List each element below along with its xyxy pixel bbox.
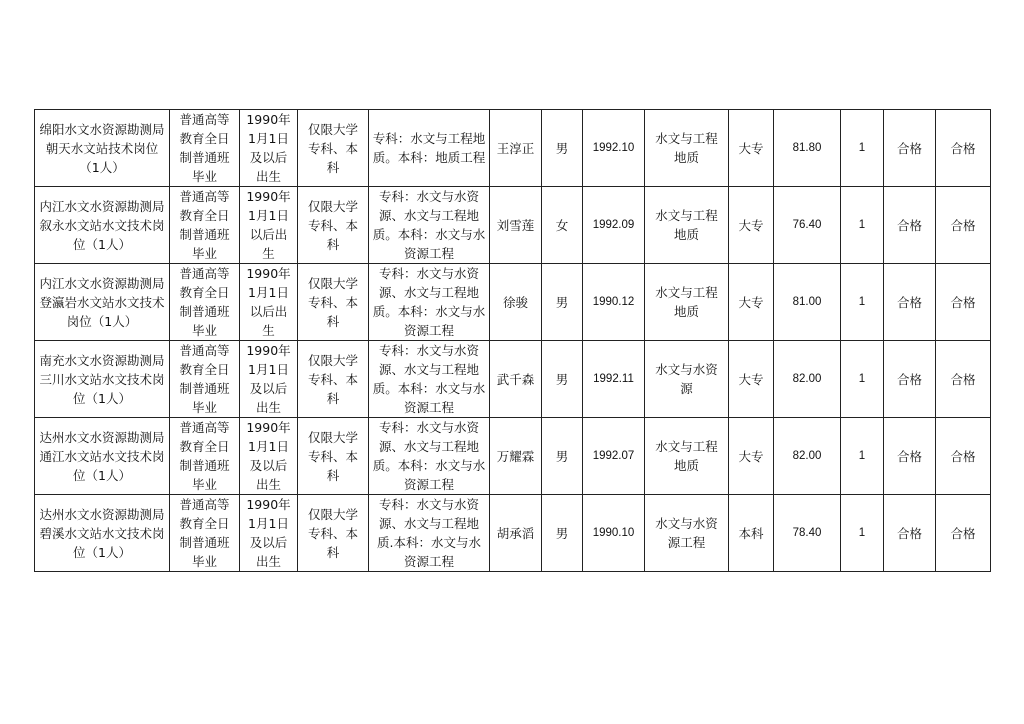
table-row <box>35 110 991 187</box>
education-form-cell: 普通高等教育全日制普通班毕业 <box>170 418 240 495</box>
position-cell: 绵阳水文水资源勘测局朝天水文站技术岗位（1人） <box>35 110 170 187</box>
education-cell: 大专 <box>729 264 774 341</box>
education-form-cell: 普通高等教育全日制普通班毕业 <box>170 341 240 418</box>
education-form-cell: 普通高等教育全日制普通班毕业 <box>170 264 240 341</box>
name-cell: 王淳正 <box>490 110 542 187</box>
score-cell: 82.00 <box>774 341 841 418</box>
gender-cell: 男 <box>542 418 583 495</box>
birth-date-cell: 1990.12 <box>583 264 645 341</box>
birth-date-cell: 1990.10 <box>583 495 645 572</box>
physical-exam-cell: 合格 <box>884 418 936 495</box>
major-cell: 水文与水资源 <box>645 341 729 418</box>
education-cell: 大专 <box>729 341 774 418</box>
major-requirement-cell: 专科：水文与水资源、水文与工程地质。本科：水文与水资源工程 <box>369 418 490 495</box>
birth-date-cell: 1992.11 <box>583 341 645 418</box>
major-cell: 水文与工程地质 <box>645 264 729 341</box>
rank-cell: 1 <box>841 187 884 264</box>
education-cell: 大专 <box>729 187 774 264</box>
major-requirement-cell: 专科：水文与工程地质。本科：地质工程 <box>369 110 490 187</box>
position-cell: 南充水文水资源勘测局三川水文站水文技术岗位（1人） <box>35 341 170 418</box>
birth-date-cell: 1992.07 <box>583 418 645 495</box>
name-cell: 胡承滔 <box>490 495 542 572</box>
score-cell: 81.80 <box>774 110 841 187</box>
gender-cell: 男 <box>542 495 583 572</box>
gender-cell: 女 <box>542 187 583 264</box>
birth-requirement-cell: 1990年1月1日及以后出生 <box>240 341 298 418</box>
position-cell: 达州水文水资源勘测局通江水文站水文技术岗位（1人） <box>35 418 170 495</box>
major-cell: 水文与工程地质 <box>645 418 729 495</box>
physical-exam-cell: 合格 <box>884 495 936 572</box>
physical-exam-cell: 合格 <box>884 264 936 341</box>
education-form-cell: 普通高等教育全日制普通班毕业 <box>170 187 240 264</box>
major-cell: 水文与水资源工程 <box>645 495 729 572</box>
major-cell: 水文与工程地质 <box>645 110 729 187</box>
inspection-cell: 合格 <box>936 264 991 341</box>
position-cell: 内江水文水资源勘测局叙永水文站水文技术岗位（1人） <box>35 187 170 264</box>
rank-cell: 1 <box>841 110 884 187</box>
score-cell: 78.40 <box>774 495 841 572</box>
table-row <box>35 187 991 264</box>
table-row <box>35 264 991 341</box>
inspection-cell: 合格 <box>936 341 991 418</box>
birth-requirement-cell: 1990年1月1日及以后出生 <box>240 418 298 495</box>
major-cell: 水文与工程地质 <box>645 187 729 264</box>
degree-requirement-cell: 仅限大学专科、本科 <box>298 110 369 187</box>
education-cell: 大专 <box>729 110 774 187</box>
name-cell: 万耀霖 <box>490 418 542 495</box>
birth-date-cell: 1992.10 <box>583 110 645 187</box>
candidate-table <box>34 109 991 572</box>
physical-exam-cell: 合格 <box>884 110 936 187</box>
education-cell: 大专 <box>729 418 774 495</box>
major-requirement-cell: 专科：水文与水资源、水文与工程地质.本科：水文与水资源工程 <box>369 495 490 572</box>
name-cell: 徐骏 <box>490 264 542 341</box>
score-cell: 81.00 <box>774 264 841 341</box>
name-cell: 武千森 <box>490 341 542 418</box>
score-cell: 76.40 <box>774 187 841 264</box>
rank-cell: 1 <box>841 495 884 572</box>
education-form-cell: 普通高等教育全日制普通班毕业 <box>170 110 240 187</box>
birth-requirement-cell: 1990年1月1日及以后出生 <box>240 495 298 572</box>
rank-cell: 1 <box>841 418 884 495</box>
inspection-cell: 合格 <box>936 187 991 264</box>
physical-exam-cell: 合格 <box>884 187 936 264</box>
gender-cell: 男 <box>542 341 583 418</box>
score-cell: 82.00 <box>774 418 841 495</box>
inspection-cell: 合格 <box>936 418 991 495</box>
position-cell: 达州水文水资源勘测局碧溪水文站水文技术岗位（1人） <box>35 495 170 572</box>
major-requirement-cell: 专科：水文与水资源、水文与工程地质。本科：水文与水资源工程 <box>369 341 490 418</box>
table-row <box>35 495 991 572</box>
table-row <box>35 418 991 495</box>
position-cell: 内江水文水资源勘测局登瀛岩水文站水文技术岗位（1人） <box>35 264 170 341</box>
degree-requirement-cell: 仅限大学专科、本科 <box>298 264 369 341</box>
rank-cell: 1 <box>841 341 884 418</box>
degree-requirement-cell: 仅限大学专科、本科 <box>298 495 369 572</box>
rank-cell: 1 <box>841 264 884 341</box>
birth-requirement-cell: 1990年1月1日以后出生 <box>240 187 298 264</box>
major-requirement-cell: 专科：水文与水资源、水文与工程地质。本科：水文与水资源工程 <box>369 187 490 264</box>
physical-exam-cell: 合格 <box>884 341 936 418</box>
candidate-table-body <box>35 110 991 572</box>
major-requirement-cell: 专科：水文与水资源、水文与工程地质。本科：水文与水资源工程 <box>369 264 490 341</box>
inspection-cell: 合格 <box>936 110 991 187</box>
table-row <box>35 341 991 418</box>
name-cell: 刘雪莲 <box>490 187 542 264</box>
education-form-cell: 普通高等教育全日制普通班毕业 <box>170 495 240 572</box>
birth-requirement-cell: 1990年1月1日及以后出生 <box>240 110 298 187</box>
degree-requirement-cell: 仅限大学专科、本科 <box>298 187 369 264</box>
degree-requirement-cell: 仅限大学专科、本科 <box>298 341 369 418</box>
degree-requirement-cell: 仅限大学专科、本科 <box>298 418 369 495</box>
education-cell: 本科 <box>729 495 774 572</box>
birth-requirement-cell: 1990年1月1日以后出生 <box>240 264 298 341</box>
inspection-cell: 合格 <box>936 495 991 572</box>
gender-cell: 男 <box>542 110 583 187</box>
birth-date-cell: 1992.09 <box>583 187 645 264</box>
gender-cell: 男 <box>542 264 583 341</box>
